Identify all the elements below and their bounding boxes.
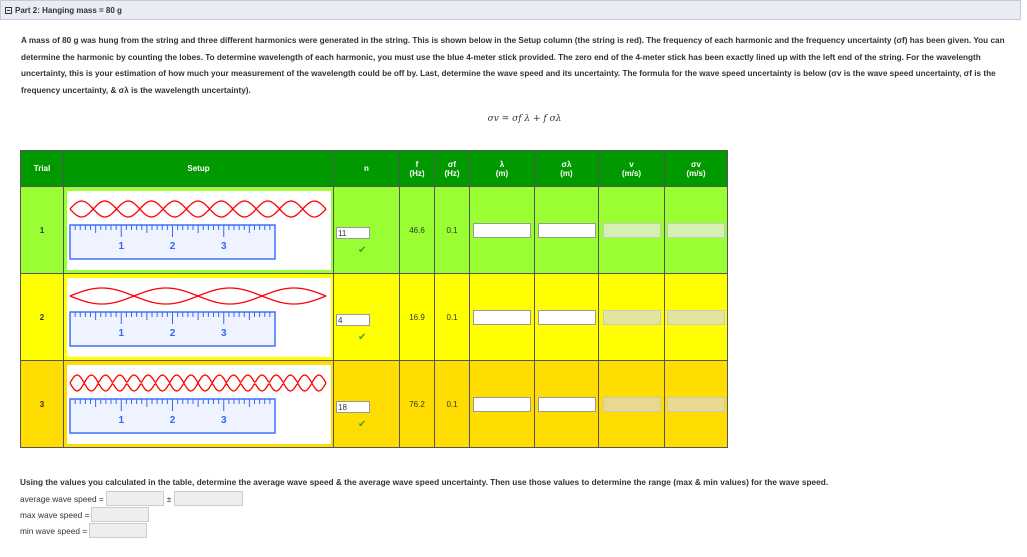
setup-cell	[64, 187, 334, 274]
string-wave	[70, 296, 326, 304]
sigma-lambda-input[interactable]	[538, 310, 596, 325]
v-input[interactable]	[603, 310, 661, 325]
string-wave	[70, 201, 326, 209]
lambda-cell	[470, 187, 535, 274]
lambda-cell	[470, 274, 535, 361]
sigma-v-input[interactable]	[667, 397, 725, 412]
string-wave	[70, 209, 326, 217]
lambda-input[interactable]	[473, 397, 531, 412]
trial-number: 2	[21, 274, 64, 361]
f-value: 76.2	[400, 361, 435, 448]
lambda-input[interactable]	[473, 310, 531, 325]
header-f: f (Hz)	[400, 151, 435, 187]
setup-cell	[64, 361, 334, 448]
ruler-label: 1	[117, 414, 124, 426]
header-v: v (m/s)	[599, 151, 665, 187]
avg-uncertainty-input[interactable]	[174, 491, 243, 506]
string-setup-diagram	[67, 365, 331, 444]
table-row	[21, 274, 728, 361]
string-wave	[70, 383, 326, 391]
max-speed-row	[20, 507, 149, 522]
summary-question: Using the values you calculated in the table, determine the average wave speed & the average wave speed uncertainty. Then use those values to determine the range (max & min values) for the wave speed.	[20, 477, 829, 487]
n-input[interactable]: 18	[336, 401, 370, 413]
sigma-v-cell	[665, 274, 728, 361]
sigma-v-cell	[665, 187, 728, 274]
sigma-lambda-input[interactable]	[538, 223, 596, 238]
sigma-lambda-input[interactable]	[538, 397, 596, 412]
header-sigma-f: σf (Hz)	[435, 151, 470, 187]
uncertainty-formula: σv = σf λ + f σλ	[487, 114, 562, 124]
v-cell	[599, 361, 665, 448]
sigma-f-value: 0.1	[435, 361, 470, 448]
sigma-lambda-cell	[535, 187, 599, 274]
min-speed-row	[20, 523, 147, 538]
data-table	[20, 150, 728, 448]
ruler-label: 2	[169, 327, 175, 339]
sigma-v-input[interactable]	[667, 310, 725, 325]
lambda-cell	[470, 361, 535, 448]
n-cell	[334, 187, 400, 274]
ruler-label: 3	[220, 240, 227, 252]
sigma-v-input[interactable]	[667, 223, 725, 238]
instructions: A mass of 80 g was hung from the string and three different harmonics were generated in the string. This is shown below in the Setup column (the string is red). The frequency of each harmonic and the frequency uncertainty (σf) has been given. You can determine the harmonic by counting the lobes. To determine wavelength of each harmonic, you must use the blue 4-meter stick provided. The zero end of the 4-meter stick has been exactly lined up with the left end of the string. For the wavelength uncertainty, this is your estimation of how much your measurement of the wavelength could be off by. Last, determine the wave speed and its uncertainty. The formula for the wave speed uncertainty is below (σv is the wave speed uncertainty, σf is the frequency uncertainty, & σλ is the wavelength uncertainty).	[21, 36, 1005, 95]
n-input[interactable]: 4	[336, 314, 370, 326]
n-input[interactable]: 11	[336, 227, 370, 239]
avg-speed-input[interactable]	[106, 491, 164, 506]
avg-speed-row	[20, 491, 243, 506]
string-wave	[70, 288, 326, 296]
max-speed-input[interactable]	[91, 507, 149, 522]
ruler-label: 2	[169, 240, 175, 252]
sigma-v-cell	[665, 361, 728, 448]
table-header-row	[21, 151, 728, 187]
table-row	[21, 361, 728, 448]
v-cell	[599, 274, 665, 361]
max-speed-label: max wave speed =	[20, 509, 90, 520]
plus-minus: ±	[166, 493, 172, 504]
string-setup-diagram	[67, 278, 331, 357]
checkmark-icon: ✔	[358, 332, 367, 343]
lambda-input[interactable]	[473, 223, 531, 238]
f-value: 16.9	[400, 274, 435, 361]
table-row	[21, 187, 728, 274]
string-setup-diagram	[67, 191, 331, 270]
ruler-label: 3	[220, 327, 227, 339]
sigma-f-value: 0.1	[435, 187, 470, 274]
section-title: Part 2: Hanging mass = 80 g	[15, 5, 122, 15]
header-trial: Trial	[21, 151, 64, 187]
n-cell	[334, 274, 400, 361]
header-sigma-v: σv (m/s)	[665, 151, 728, 187]
checkmark-icon: ✔	[358, 245, 367, 256]
sigma-lambda-cell	[535, 361, 599, 448]
ruler-label: 2	[169, 414, 175, 426]
ruler-label: 3	[220, 414, 227, 426]
v-cell	[599, 187, 665, 274]
v-input[interactable]	[603, 223, 661, 238]
sigma-lambda-cell	[535, 274, 599, 361]
header-lambda: λ (m)	[470, 151, 535, 187]
avg-speed-label: average wave speed =	[20, 493, 104, 504]
sigma-f-value: 0.1	[435, 274, 470, 361]
section-header[interactable]	[0, 0, 1021, 20]
v-input[interactable]	[603, 397, 661, 412]
trial-number: 3	[21, 361, 64, 448]
header-sigma-lambda: σλ (m)	[535, 151, 599, 187]
f-value: 46.6	[400, 187, 435, 274]
setup-cell	[64, 274, 334, 361]
trial-number: 1	[21, 187, 64, 274]
ruler-label: 1	[117, 240, 124, 252]
n-cell	[334, 361, 400, 448]
header-setup: Setup	[64, 151, 334, 187]
checkmark-icon: ✔	[358, 419, 367, 430]
header-n: n	[334, 151, 400, 187]
collapse-icon[interactable]	[5, 7, 12, 14]
min-speed-label: min wave speed =	[20, 525, 88, 536]
ruler-label: 1	[117, 327, 124, 339]
min-speed-input[interactable]	[89, 523, 147, 538]
